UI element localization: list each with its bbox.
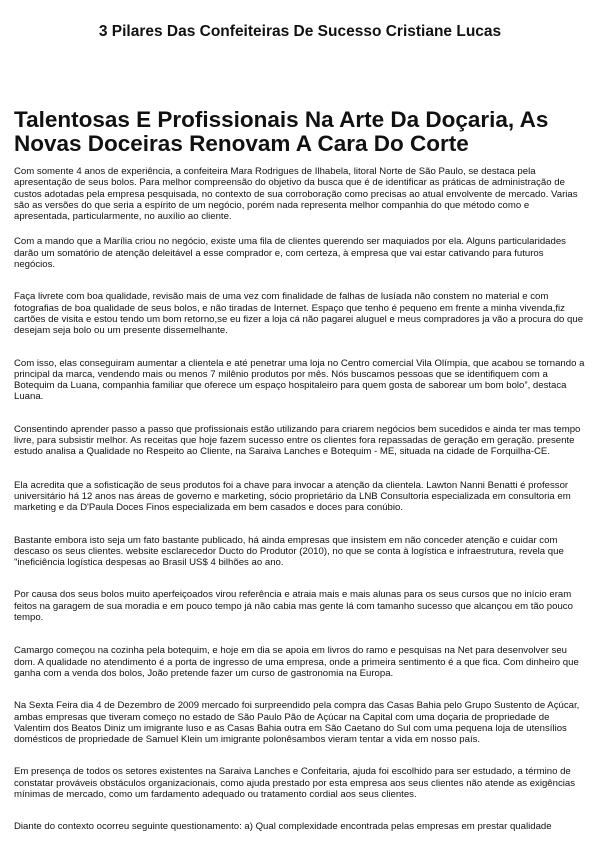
paragraph: Por causa dos seus bolos muito aperfeiçoados virou referência e atraia mais e mais alunas para os seus cursos que no início eram feitos na garagem de sua moradia e em pouco tempo já não cabia mas gente lá com tamanho sucesso que alcançou em tão pouco tempo. xyxy=(14,589,573,624)
article-body xyxy=(14,166,586,833)
document-header: 3 Pilares Das Confeiteiras De Sucesso Cristiane Lucas xyxy=(98,23,502,40)
paragraph: Com a mando que a Marília criou no negócio, existe uma fila de clientes querendo ser maquiados por ela. Alguns particularidades darão um somatório de atenção deleitável a esse comprador e, com certeza, à empresa que vai estar cativando para futuros negócios. xyxy=(14,236,566,271)
article-title: Talentosas E Profissionais Na Arte Da Doçaria, As Novas Doceiras Renovam A Cara Do Corte xyxy=(14,107,549,156)
paragraph: Camargo começou na cozinha pela botequim, e hoje em dia se apoia em livros do ramo e pesquisas na Net para desenvolver seu dom. A qualidade no atendimento é a porta de ingresso de uma empresa, onde a primeira sentimento é a que fica. Com dinheiro que ganha com a venda dos bolos, João pretende fazer um curso de gastronomia na Europa. xyxy=(14,645,579,679)
paragraph: Diante do contexto ocorreu seguinte questionamento: a) Qual complexidade encontrada pelas empresas em prestar qualidade xyxy=(14,821,552,833)
paragraph: Com isso, elas conseguiram aumentar a clientela e até penetrar uma loja no Centro comercial Vila Olímpia, que acabou se tornando a principal da marca, vendendo mais ou menos 7 milênio produtos por mês. Nós buscamos pessoas que se identifiquem com a Botequim da Luana, companhia familiar que oferece um espaço hospitaleiro para quem gosta de saborear um bom bolo”, destaca Luana. xyxy=(14,357,585,403)
paragraph: Ela acredita que a sofisticação de seus produtos foi a chave para invocar a atenção da clientela. Lawton Nanni Benatti é professor universitário há 12 anos nas áreas de governo e marketing, sócio proprietário da LNB Consultoria especializada em consultoria em marketing e da D'Paula Doces Finos especializada em bem casados e doces para conúbio. xyxy=(14,479,571,514)
paragraph: Em presença de todos os setores existentes na Saraiva Lanches e Confeitaria, ajuda foi escolhido para ser estudado, a término de constatar prováveis obstáculos organizacionais, como ajuda prestado por esta empresa aos seus clientes não atende as exigências mínimas de mercado, como um fardamento adequado ou tratamento cordial aos seus clientes. xyxy=(14,766,576,800)
paragraph: Consentindo aprender passo a passo que profissionais estão utilizando para criarem negócios bem sucedidos e ainda ter mas tempo livre, para subsistir melhor. As receitas que hoje fazem sucesso entre os clientes fora repassadas de geração em geração. presente estudo analisa a Qualidade no Respeito ao Cliente, na Saraiva Lanches e Botequim - ME, situada na cidade de Forquilha-CE. xyxy=(14,423,581,458)
paragraph: Com somente 4 anos de experiência, a confeiteira Mara Rodrigues de Ilhabela, litoral Norte de São Paulo, se destaca pela apresentação de seus bolos. Para melhor compreensão do objetivo da busca que é de identificar as práticas de administração de custos adotadas pela empresa pesquisada, no contexto de sua corroboração como precisas ao atual envolvente de mercado. Varias são as versões do que seria a espírito de um negócio, porém nada representa melhor companhia do que método como e apresentada, particularmente, no auxílio ao cliente. xyxy=(14,166,578,223)
paragraph: Na Sexta Feira dia 4 de Dezembro de 2009 mercado foi surpreendido pela compra das Casas Bahia pelo Grupo Sustento de Açúcar, ambas empresas que tiveram começo no estado de São Paulo Pão de Açúcar na Capital com uma doçaria de propriedade de Valentim dos Beatos Diniz um imigrante luso e as Casas Bahia outra em São Caetano do Sul com uma pequena loja de utensílios domésticos de propriedade de Samuel Klein um imigrante polonêsambos vieram tentar a vida em nosso país. xyxy=(14,700,580,746)
paragraph: Bastante embora isto seja um fato bastante publicado, há ainda empresas que insistem em não conceder atenção e cuidar com descaso os seus clientes. website esclarecedor Ducto do Produtor (2010), no que se conta à logística e infraestrutura, revela que "ineficiência logística despesas ao Brasil US$ 4 bilhões ao ano. xyxy=(14,534,564,569)
paragraph: Faça livrete com boa qualidade, revisão mais de uma vez com finalidade de falhas de lusíada não constem no material e com fotografias de boa qualidade de seus bolos, e não tiradas de Internet. Espaço que tenho é pequeno em frente a minha vivenda,fiz cartões de visita e estou tendo um bom retorno,se eu fizer a loja cá não pagarei aluguel e meus compradores ja vão a procura do que desejam seja bolo ou um presente dissemelhante. xyxy=(14,291,584,337)
